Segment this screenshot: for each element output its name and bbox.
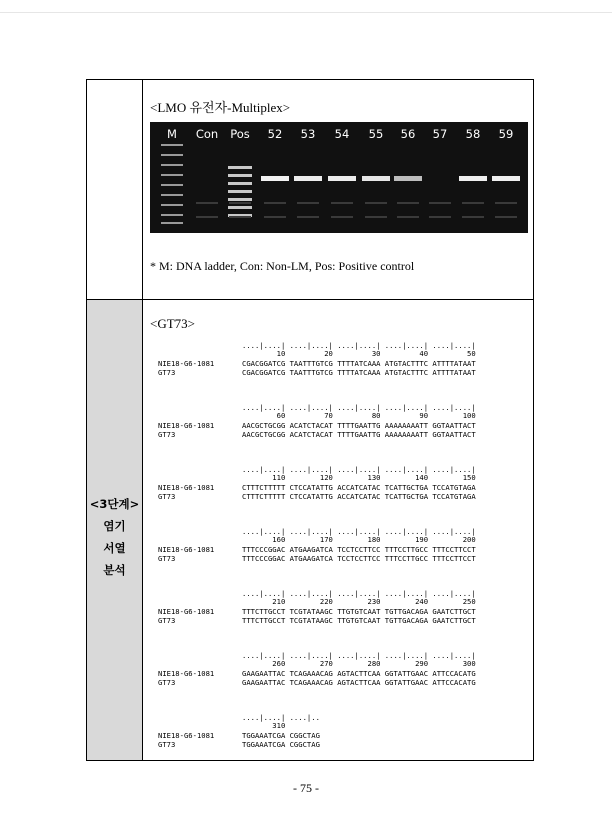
sequence-row: CGACGGATCG TAATTTGTCG TTTTATCAAA ATGTACTTTC ATTTTATAAT [242,359,476,368]
alignment-ruler: ....|....| ....|....| ....|....| ....|....| ....|....| [242,527,476,536]
alignment-position-numbers: 110 120 130 140 150 [242,473,476,482]
faint-band [264,216,286,218]
positive-control-band [228,190,252,193]
positive-control-band [228,174,252,177]
faint-band [462,202,484,204]
sequence-row: TGGAAATCGA CGGCTAG [242,740,320,749]
sequence-row: AACGCTGCGG ACATCTACAT TTTTGAATTG AAAAAAAATT GGTAATTACT [242,430,476,439]
page-number: - 75 - [293,781,319,795]
sample-band [261,176,289,181]
faint-band [397,202,419,204]
sample-band [328,176,356,181]
sample-band [394,176,422,181]
ladder-band [161,184,183,186]
ladder-band [161,194,183,196]
alignment-position-numbers: 260 270 280 290 300 [242,659,476,668]
alignment-position-numbers: 60 70 80 90 100 [242,411,476,420]
gel-image [150,122,528,233]
alignment-ruler: ....|....| ....|.. [242,713,320,722]
positive-control-band [228,198,252,201]
ladder-band [161,154,183,156]
stage-word-1: 염기 [103,519,126,533]
faint-band [229,216,251,218]
sequence-name: NIE18-G6-1081 [158,359,215,368]
sequence-row: TTTCCCGGAC ATGAAGATCA TCCTCCTTCC TTTCCTTGCC TTTCCTTCCT [242,554,476,563]
stage-word-3: 분석 [103,563,126,577]
sample-band [459,176,487,181]
stage-word-2: 서열 [103,541,126,555]
ladder-band [161,222,183,224]
sequence-name: NIE18-G6-1081 [158,607,215,616]
faint-band [297,216,319,218]
sample-band [362,176,390,181]
sequence-row: CTTTCTTTTT CTCCATATTG ACCATCATAC TCATTGCTGA TCCATGTAGA [242,483,476,492]
sequence-name: GT73 [158,554,176,563]
gel-lane-label: M [167,127,177,141]
ladder-band [161,204,183,206]
faint-band [495,202,517,204]
gel-lane-label: 58 [465,127,481,141]
sequence-row: TTTCTTGCCT TCGTATAAGC TTGTGTCAAT TGTTGACAGA GAATCTTGCT [242,607,476,616]
sequence-row: TTTCTTGCCT TCGTATAAGC TTGTGTCAAT TGTTGACAGA GAATCTTGCT [242,616,476,625]
row-divider [143,299,533,300]
faint-band [365,202,387,204]
sequence-row: GAAGAATTAC TCAGAAACAG AGTACTTCAA GGTATTGAAC ATTCCACATG [242,669,476,678]
gel-lane-label: 54 [334,127,350,141]
multiplex-heading: <LMO 유전자-Multiplex> [150,100,291,115]
sequence-name: GT73 [158,430,176,439]
sequence-row: TTTCCCGGAC ATGAAGATCA TCCTCCTTCC TTTCCTTGCC TTTCCTTCCT [242,545,476,554]
stage-cell [87,299,142,760]
alignment-ruler: ....|....| ....|....| ....|....| ....|....| ....|....| [242,403,476,412]
gel-lane-label: 59 [498,127,514,141]
faint-band [331,216,353,218]
faint-band [331,202,353,204]
faint-band [196,216,218,218]
ladder-band [161,144,183,146]
left-column [87,80,143,760]
sequence-name: NIE18-G6-1081 [158,731,215,740]
positive-control-band [228,182,252,185]
alignment-ruler: ....|....| ....|....| ....|....| ....|....| ....|....| [242,589,476,598]
gel-legend-note: * M: DNA ladder, Con: Non-LM, Pos: Positive control [150,259,415,273]
ladder-band [161,214,183,216]
alignment-ruler: ....|....| ....|....| ....|....| ....|....| ....|....| [242,651,476,660]
sequence-row: CTTTCTTTTT CTCCATATTG ACCATCATAC TCATTGCTGA TCCATGTAGA [242,492,476,501]
sequence-name: GT73 [158,678,176,687]
faint-band [429,202,451,204]
left-cell-empty [87,80,142,299]
sequence-row: TGGAAATCGA CGGCTAG [242,731,320,740]
faint-band [397,216,419,218]
faint-band [297,202,319,204]
sequence-name: GT73 [158,616,176,625]
alignment-position-numbers: 10 20 30 40 50 [242,349,476,358]
alignment-position-numbers: 310 [242,721,286,730]
sequence-row: GAAGAATTAC TCAGAAACAG AGTACTTCAA GGTATTGAAC ATTCCACATG [242,678,476,687]
faint-band [462,216,484,218]
sequence-name: NIE18-G6-1081 [158,669,215,678]
top-rule [0,12,612,13]
alignment-position-numbers: 210 220 230 240 250 [242,597,476,606]
alignment-ruler: ....|....| ....|....| ....|....| ....|....| ....|....| [242,465,476,474]
alignment-ruler: ....|....| ....|....| ....|....| ....|....| ....|....| [242,341,476,350]
sequence-name: GT73 [158,368,176,377]
sequence-name: GT73 [158,492,176,501]
gel-lane-label: 57 [432,127,448,141]
alignment-heading: <GT73> [150,316,195,331]
sequence-name: NIE18-G6-1081 [158,421,215,430]
positive-control-band [228,206,252,209]
sequence-name: NIE18-G6-1081 [158,483,215,492]
faint-band [495,216,517,218]
sequence-name: GT73 [158,740,176,749]
alignment-position-numbers: 160 170 180 190 200 [242,535,476,544]
sample-band [294,176,322,181]
faint-band [365,216,387,218]
sequence-row: CGACGGATCG TAATTTGTCG TTTTATCAAA ATGTACTTTC ATTTTATAAT [242,368,476,377]
gel-lane-label: 56 [400,127,416,141]
gel-lane-label: Pos [230,127,250,141]
sequence-name: NIE18-G6-1081 [158,545,215,554]
gel-lane-label: Con [195,127,219,141]
sequence-row: AACGCTGCGG ACATCTACAT TTTTGAATTG AAAAAAAATT GGTAATTACT [242,421,476,430]
faint-band [264,202,286,204]
faint-band [196,202,218,204]
gel-lane-label: 55 [368,127,384,141]
positive-control-band [228,166,252,169]
gel-lane-label: 53 [300,127,316,141]
ladder-band [161,164,183,166]
ladder-band [161,174,183,176]
stage-label: <3단계> [89,497,140,511]
sample-band [492,176,520,181]
gel-lane-label: 52 [267,127,283,141]
faint-band [429,216,451,218]
faint-band [229,202,251,204]
